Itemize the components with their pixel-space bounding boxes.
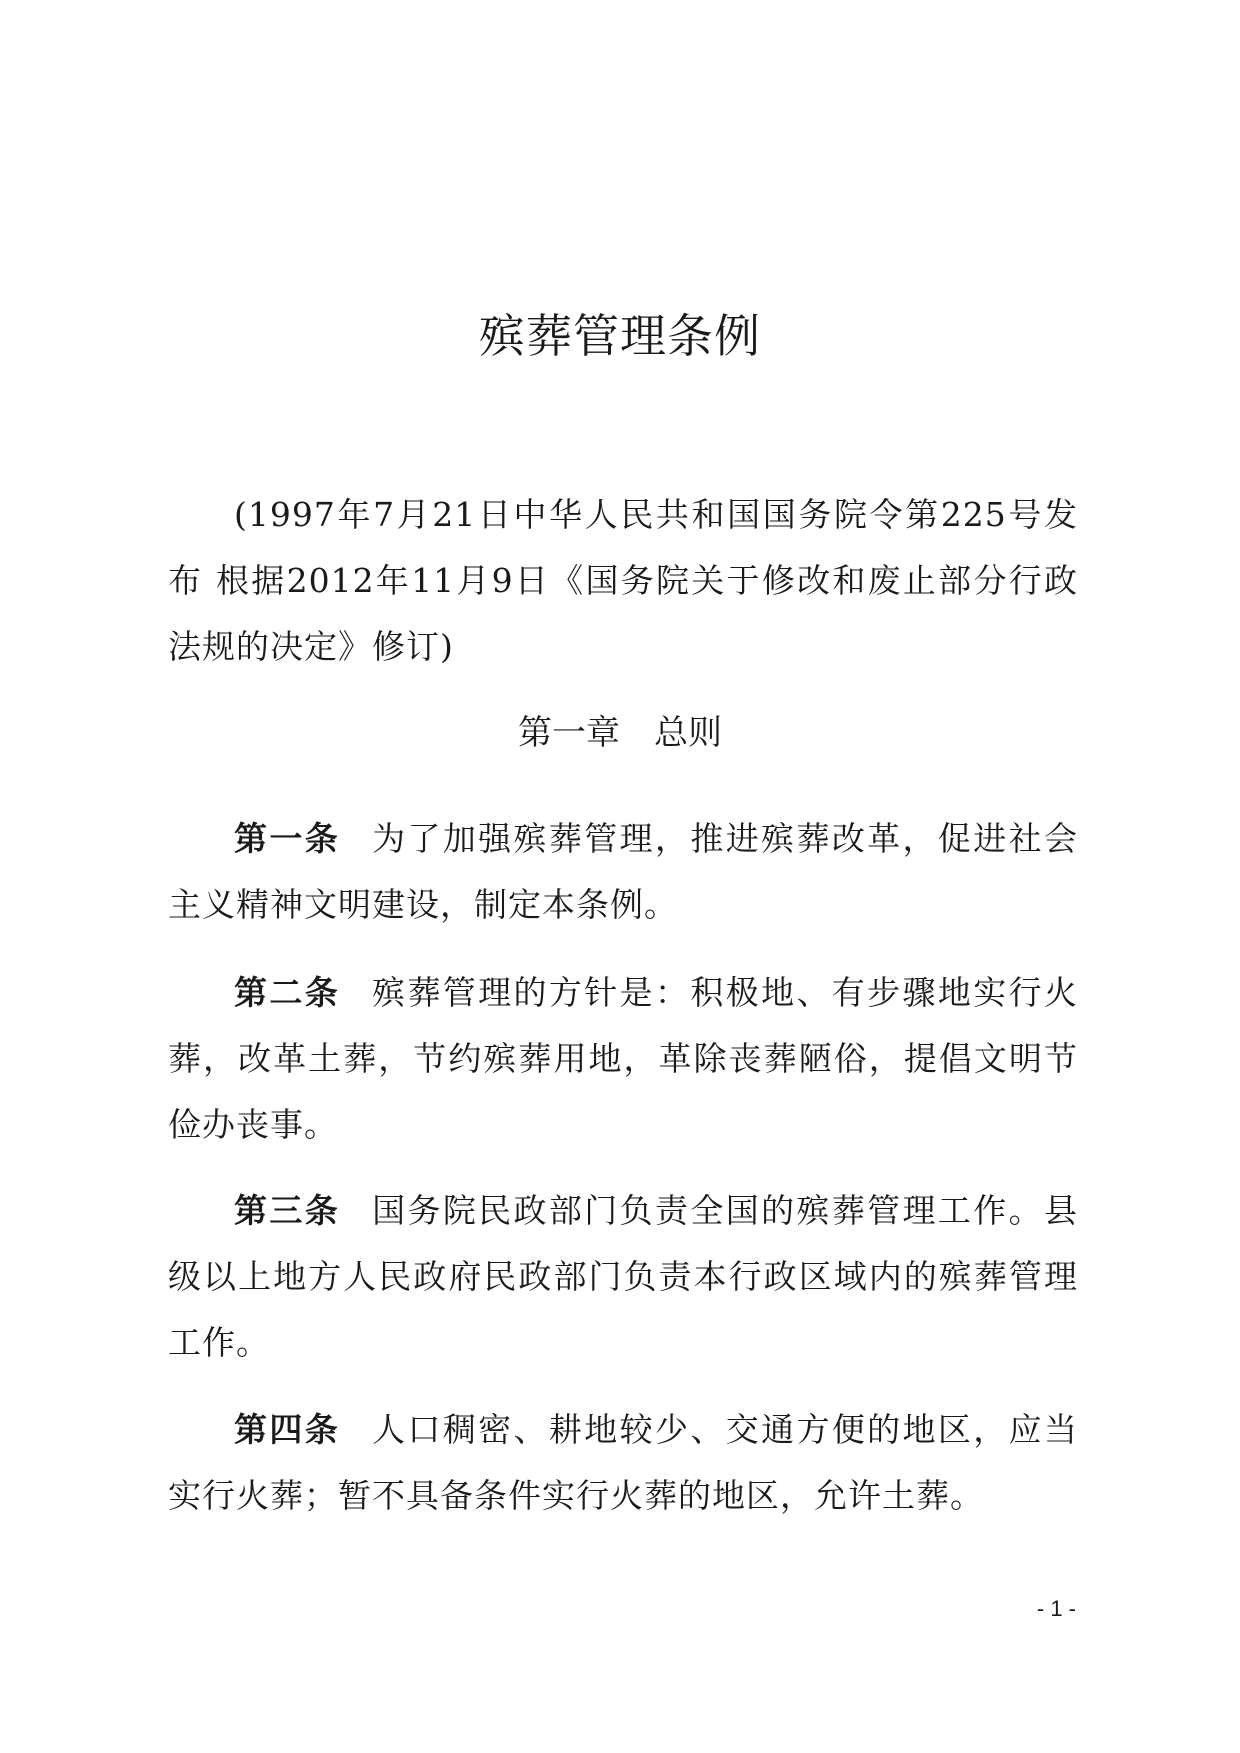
article-number: 第一条 bbox=[234, 819, 341, 858]
article-text: 殡葬管理的方针是：积极地、有步骤地实行火葬，改革土葬，节约殡葬用地，革除丧葬陋俗，提倡文明节俭办丧事。 bbox=[168, 973, 1079, 1144]
chapter-name: 总则 bbox=[654, 713, 722, 753]
article-1 bbox=[168, 806, 1078, 938]
article-text: 人口稠密、耕地较少、交通方便的地区，应当实行火葬；暂不具备条件实行火葬的地区，允许土葬。 bbox=[168, 1410, 1079, 1515]
article-number: 第三条 bbox=[234, 1191, 341, 1230]
article-2 bbox=[168, 960, 1078, 1158]
article-number: 第四条 bbox=[234, 1410, 341, 1449]
article-3 bbox=[168, 1178, 1078, 1376]
document-title: 殡葬管理条例 bbox=[479, 309, 761, 363]
issuance-note: (1997年7月21日中华人民共和国国务院令第225号发布 根据2012年11月9日《国务院关于修改和废止部分行政法规的决定》修订) bbox=[168, 495, 1078, 666]
article-text: 国务院民政部门负责全国的殡葬管理工作。县级以上地方人民政府民政部门负责本行政区域内的殡葬管理工作。 bbox=[168, 1191, 1079, 1362]
article-text: 为了加强殡葬管理，推进殡葬改革，促进社会主义精神文明建设，制定本条例。 bbox=[168, 819, 1079, 924]
article-number: 第二条 bbox=[234, 973, 341, 1012]
page-number: - 1 - bbox=[1036, 1596, 1076, 1621]
chapter-heading bbox=[0, 708, 1240, 758]
article-4 bbox=[168, 1397, 1078, 1529]
chapter-number: 第一章 bbox=[518, 713, 620, 753]
